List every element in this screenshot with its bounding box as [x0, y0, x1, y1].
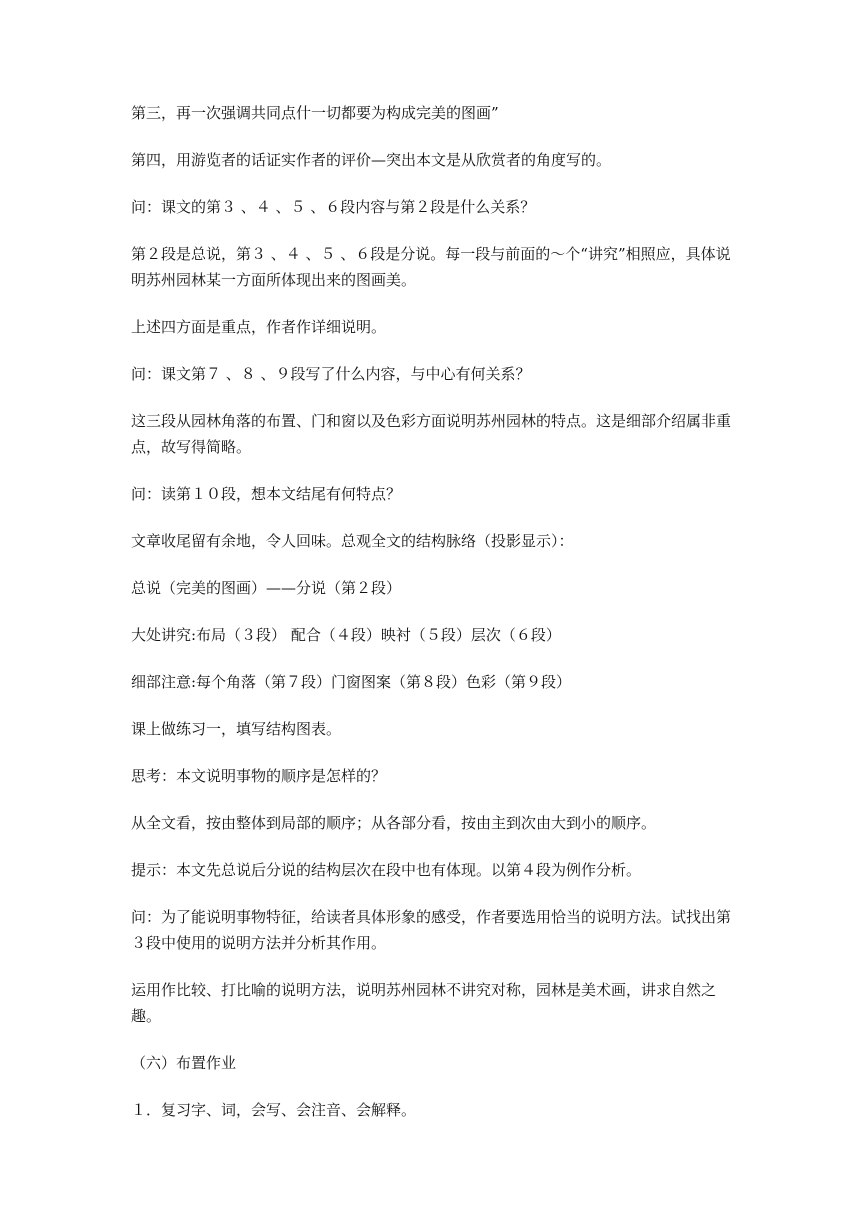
paragraph: 第２段是总说，第３ 、４ 、５ 、６段是分说。每一段与前面的～个“讲究”相照应，具体说明苏州园林某一方面所体现出来的图画美。 — [131, 245, 731, 289]
paragraph: 问：课文的第３ 、４ 、５ 、６段内容与第２段是什么关系？ — [131, 198, 536, 216]
paragraph: 课上做练习一，填写结构图表。 — [131, 720, 342, 738]
paragraph: 运用作比较、打比喻的说明方法，说明苏州园林不讲究对称，园林是美术画，讲求自然之趣。 — [131, 981, 717, 1025]
paragraph: 从全文看，按由整体到局部的顺序；从各部分看，按由主到次由大到小的顺序。 — [131, 814, 657, 832]
document-body — [131, 100, 731, 1144]
paragraph: 总说（完美的图画）——分说（第２段） — [131, 579, 402, 597]
paragraph: 问：为了能说明事物特征，给读者具体形象的感受，作者要选用恰当的说明方法。试找出第３段中使用的说明方法并分析其作用。 — [131, 908, 732, 952]
paragraph: 问：课文第７ 、８ 、９段写了什么内容，与中心有何关系？ — [131, 365, 531, 383]
paragraph: 细部注意:每个角落（第７段）门窗图案（第８段）色彩（第９段） — [131, 673, 572, 691]
paragraph: １．复习字、词，会写、会注音、会解释。 — [131, 1101, 417, 1119]
paragraph: 大处讲究:布局（３段） 配合（４段）映衬（５段）层次（６段） — [131, 626, 561, 644]
section-heading: （六）布置作业 — [131, 1054, 237, 1072]
paragraph: 第四，用游览者的话证实作者的评价—突出本文是从欣赏者的角度写的。 — [131, 151, 612, 169]
paragraph: 第三，再一次强调共同点什一切都要为构成完美的图画” — [131, 104, 499, 122]
paragraph: 文章收尾留有余地，令人回味。总观全文的结构脉络（投影显示）： — [131, 532, 574, 550]
paragraph: 这三段从园林角落的布置、门和窗以及色彩方面说明苏州园林的特点。这是细部介绍属非重点，故写得简略。 — [131, 412, 732, 456]
paragraph: 上述四方面是重点，作者作详细说明。 — [131, 318, 387, 336]
paragraph: 问：读第１０段，想本文结尾有何特点？ — [131, 485, 402, 503]
paragraph: 提示：本文先总说后分说的结构层次在段中也有体现。以第４段为例作分析。 — [131, 861, 642, 879]
paragraph: 思考：本文说明事物的顺序是怎样的？ — [131, 767, 387, 785]
